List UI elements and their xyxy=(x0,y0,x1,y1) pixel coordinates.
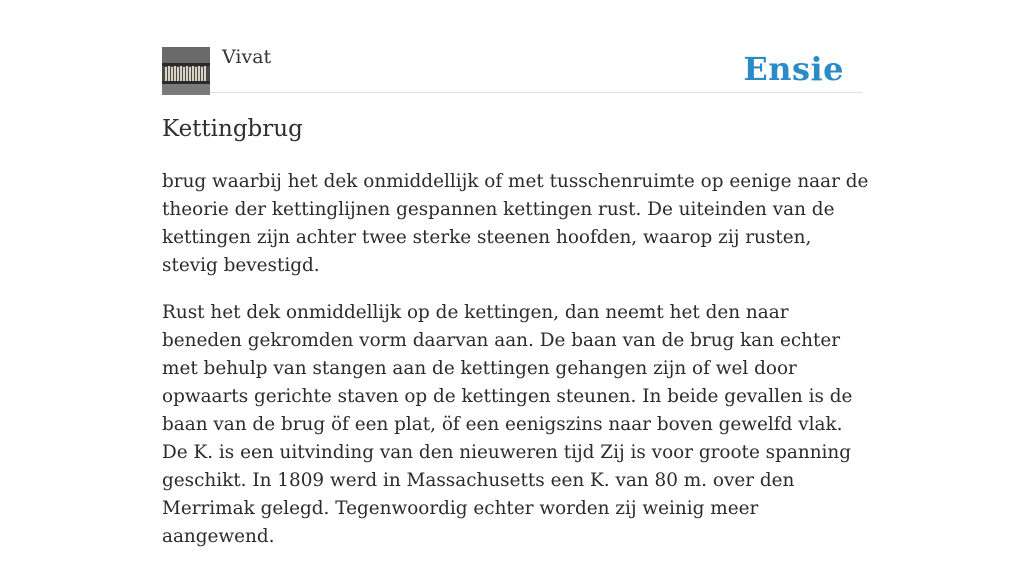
paragraph: brug waarbij het dek onmiddellijk of met tusschenruimte op eenige naar de theorie der kettinglijnen gespannen kettingen rust. De uiteinden van de kettingen zijn achter twee sterke steenen hoofden, waarop zij rusten, stevig bevestigd. xyxy=(162,171,869,276)
avatar[interactable] xyxy=(162,47,210,95)
page-title: Kettingbrug xyxy=(162,116,303,142)
paragraph: Rust het dek onmiddellijk op de kettingen, dan neemt het den naar beneden gekromden vorm daarvan aan. De baan van de brug kan echter met behulp van stangen aan de kettingen gehangen zijn of wel door opwaarts gerichte staven op de kettingen steunen. In beide gevallen is de baan van de brug öf een plat, öf een eenigszins naar boven gewelfd vlak. De K. is een uitvinding van den nieuweren tijd Zij is voor groote spanning geschikt. In 1809 werd in Massachusetts een K. van 80 m. over den Merrimak gelegd. Tegenwoordig echter worden zij weinig meer aangewend. xyxy=(162,302,853,547)
header xyxy=(162,46,862,93)
avatar-bookshelf-image xyxy=(162,47,210,95)
author-name[interactable]: Vivat xyxy=(222,46,272,68)
brand-logo[interactable]: Ensie xyxy=(743,50,844,88)
article-body xyxy=(162,168,872,570)
